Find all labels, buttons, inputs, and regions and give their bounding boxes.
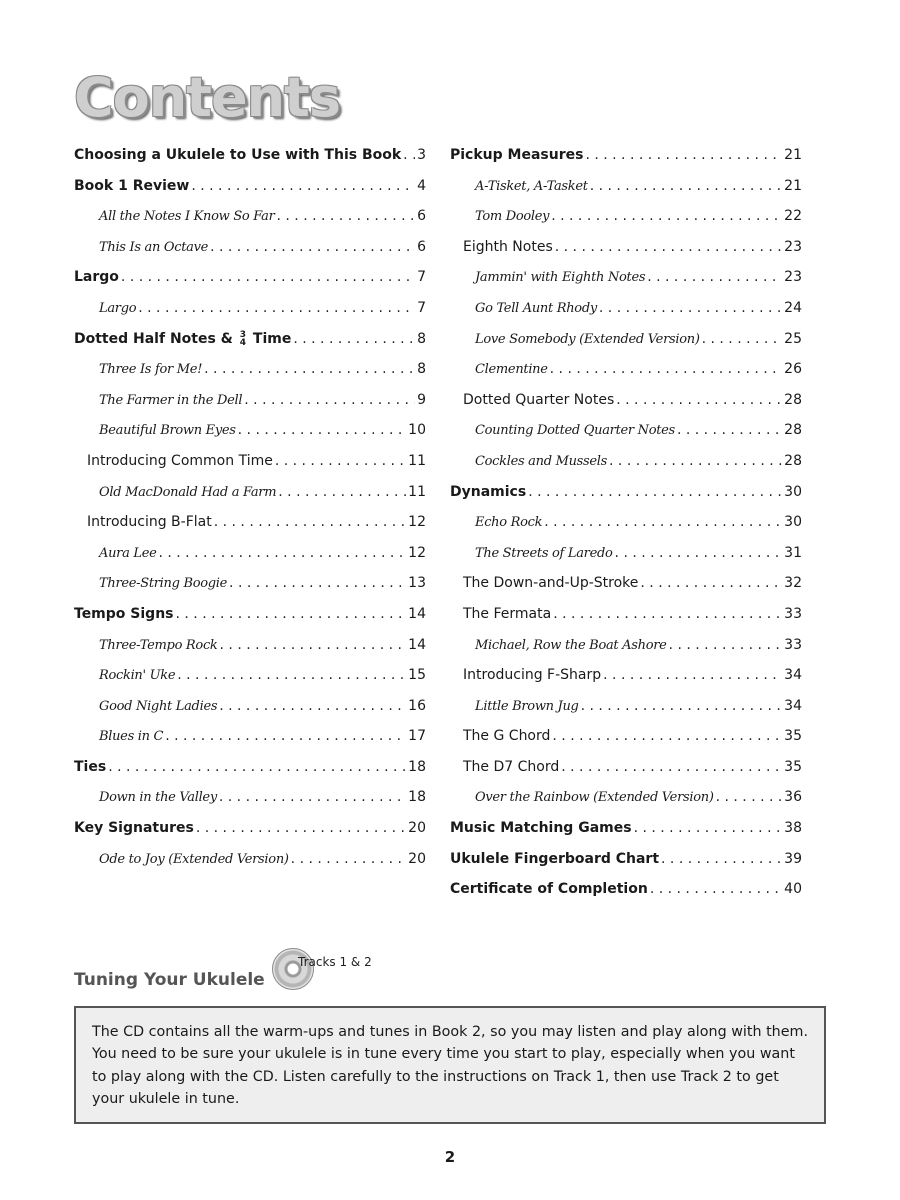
toc-subsection: [450, 568, 802, 599]
toc-page-number: 32: [784, 575, 802, 592]
dot-leader: [647, 262, 782, 293]
dot-leader: [669, 630, 783, 661]
dot-leader: [702, 324, 783, 355]
toc-page-number: 11: [408, 452, 426, 469]
toc-entry-title: [74, 262, 119, 293]
toc-entry-text: This Is an Octave: [99, 239, 209, 255]
toc-song: [74, 201, 426, 232]
toc-section: [450, 813, 802, 844]
toc-page-number: 15: [408, 667, 426, 684]
toc-entry-text: The D7 Chord: [463, 758, 560, 775]
toc-entry-title: [99, 539, 156, 569]
toc-entry-title: [450, 813, 632, 844]
toc-entry-text: Largo: [74, 269, 119, 286]
toc-entry-title: [475, 202, 549, 232]
toc-entry-text: Down in the Valley: [99, 790, 217, 806]
toc-page-number: 12: [408, 544, 426, 561]
dot-leader: [551, 201, 782, 232]
toc-song: [74, 630, 426, 661]
toc-entry-text: Tempo Signs: [74, 605, 174, 622]
toc-page-number: 8: [417, 361, 426, 378]
toc-entry-title: [463, 752, 559, 783]
toc-entry-title: [475, 172, 588, 202]
time-signature: [240, 331, 246, 347]
toc-entry-text: Largo: [99, 300, 137, 316]
dot-leader: [165, 721, 406, 752]
toc-page-number: 28: [784, 452, 802, 469]
dot-leader: [191, 171, 415, 202]
dot-leader: [291, 844, 407, 875]
toc-song: [74, 721, 426, 752]
toc-entry-text: Little Brown Jug: [475, 698, 579, 714]
toc-entry-text: Three Is for Me!: [99, 362, 203, 378]
dot-leader: [590, 171, 782, 202]
toc-entry-text: All the Notes I Know So Far: [99, 209, 275, 225]
toc-entry-title: [475, 692, 579, 722]
toc-entry-title: [475, 447, 607, 477]
toc-entry-text: Dynamics: [450, 483, 527, 500]
toc-entry-title: [463, 568, 638, 599]
toc-entry-title: [475, 416, 675, 446]
toc-page-number: 34: [784, 667, 802, 684]
toc-entry-title: [99, 569, 227, 599]
toc-page-number: 20: [408, 850, 426, 867]
toc-section: [450, 874, 802, 905]
toc-entry-text: Choosing a Ukulele to Use with This Book: [74, 147, 402, 163]
toc-song: [74, 660, 426, 691]
toc-song: [74, 415, 426, 446]
toc-column-right: [450, 140, 802, 905]
toc-page-number: 13: [408, 575, 426, 592]
toc-song: [450, 201, 802, 232]
toc-entry-title: [99, 845, 289, 875]
toc-song: [74, 782, 426, 813]
toc-entry-text: Introducing F-Sharp: [463, 667, 602, 684]
toc-page-number: 21: [784, 177, 802, 194]
toc-section: [74, 262, 426, 293]
toc-page-number: 20: [408, 820, 426, 837]
toc-entry-title: [87, 446, 273, 477]
toc-page-number: 33: [784, 636, 802, 653]
time-signature-bottom: 4: [239, 337, 247, 348]
toc-page-number: 6: [417, 238, 426, 255]
toc-entry-text: Three-Tempo Rock: [99, 637, 218, 653]
toc-page-number: 26: [784, 361, 802, 378]
toc-page-number: 28: [784, 422, 802, 439]
toc-song: [74, 293, 426, 324]
toc-entry-text: Aura Lee: [99, 545, 157, 561]
dot-leader: [214, 507, 406, 538]
toc-song: [450, 782, 802, 813]
toc-entry-text: Clementine: [475, 362, 548, 378]
toc-page-number: 30: [784, 483, 802, 500]
toc-column-left: [74, 140, 426, 874]
toc-entry-title: [99, 386, 242, 416]
toc-entry-text: Introducing B-Flat: [87, 514, 212, 531]
toc-entry-text: Introducing Common Time: [87, 452, 273, 469]
dot-leader: [219, 782, 406, 813]
toc-entry-title: [475, 325, 700, 355]
dot-leader: [196, 813, 406, 844]
toc-entry-title: [99, 692, 217, 722]
toc-entry-text: Love Somebody (Extended Version): [475, 331, 700, 347]
toc-song: [450, 324, 802, 355]
toc-entry-text: Key Signatures: [74, 820, 194, 837]
toc-entry-text: The Farmer in the Dell: [99, 392, 243, 408]
toc-song: [74, 477, 426, 508]
dot-leader: [581, 691, 783, 722]
dot-leader: [616, 385, 782, 416]
toc-section: [450, 140, 802, 171]
toc-entry-title: [74, 171, 189, 202]
toc-subsection: [74, 446, 426, 477]
toc-song: [450, 171, 802, 202]
toc-entry-text: Rockin' Uke: [99, 668, 176, 684]
toc-entry-text: Beautiful Brown Eyes: [99, 423, 236, 439]
dot-leader: [158, 538, 406, 569]
toc-entry-text: Counting Dotted Quarter Notes: [475, 423, 675, 439]
toc-page-number: 10: [408, 422, 426, 439]
dot-leader: [277, 201, 416, 232]
toc-entry-title: [99, 722, 163, 752]
toc-page-number: 18: [408, 789, 426, 806]
toc-song: [74, 385, 426, 416]
toc-page-number: 23: [784, 238, 802, 255]
toc-entry-title: [74, 324, 291, 355]
toc-page-number: 7: [417, 299, 426, 316]
toc-song: [450, 293, 802, 324]
dot-leader: [293, 324, 415, 355]
dot-leader: [244, 385, 415, 416]
toc-page-number: 38: [784, 820, 802, 837]
toc-entry-title: [475, 783, 714, 813]
dot-leader: [108, 752, 406, 783]
toc-song: [450, 630, 802, 661]
dot-leader: [661, 844, 782, 875]
toc-song: [450, 262, 802, 293]
dot-leader: [176, 599, 407, 630]
toc-entry-title: [99, 631, 218, 661]
toc-section: [74, 140, 426, 171]
dot-leader: [403, 140, 415, 171]
dot-leader: [121, 262, 415, 293]
dot-leader: [275, 446, 406, 477]
dot-leader: [550, 354, 783, 385]
toc-song: [74, 232, 426, 263]
toc-section: [74, 813, 426, 844]
toc-page-number: 11: [408, 483, 426, 500]
toc-entry-text: Jammin' with Eighth Notes: [475, 270, 646, 286]
toc-entry-text: Eighth Notes: [463, 238, 553, 255]
dot-leader: [599, 293, 782, 324]
dot-leader: [555, 232, 782, 263]
dot-leader: [177, 660, 406, 691]
toc-entry-text: Ukulele Fingerboard Chart: [450, 850, 660, 867]
toc-entry-text: Go Tell Aunt Rhody: [475, 300, 597, 316]
toc-entry-title: [463, 721, 550, 752]
dot-leader: [204, 354, 415, 385]
toc-entry-text: Book 1 Review: [74, 177, 190, 194]
toc-page-number: 36: [784, 789, 802, 806]
toc-entry-title: [463, 232, 553, 263]
toc-section: [74, 171, 426, 202]
toc-section: [450, 477, 802, 508]
toc-entry-title: [99, 783, 217, 813]
tracks-label: Tracks 1 & 2: [298, 955, 372, 969]
dot-leader: [544, 507, 782, 538]
toc-entry-title: [74, 813, 194, 844]
toc-subsection: [450, 232, 802, 263]
toc-entry-title: [74, 140, 401, 171]
dot-leader: [219, 691, 406, 722]
dot-leader: [229, 568, 406, 599]
toc-page-number: 6: [417, 208, 426, 225]
dot-leader: [278, 477, 406, 508]
toc-entry-text: Certificate of Completion: [450, 881, 648, 898]
toc-page-number: 31: [784, 544, 802, 561]
toc-entry-title: [475, 294, 597, 324]
toc-page-number: 35: [784, 758, 802, 775]
dot-leader: [615, 538, 783, 569]
toc-page-number: 33: [784, 605, 802, 622]
toc-subsection: [450, 599, 802, 630]
toc-section: [74, 324, 426, 355]
toc-entry-title: [99, 202, 275, 232]
toc-entry-title: [450, 844, 659, 875]
toc-page-number: 28: [784, 391, 802, 408]
toc-subsection: [450, 385, 802, 416]
toc-entry-title: [475, 508, 542, 538]
toc-song: [74, 354, 426, 385]
toc-entry-title: [475, 263, 645, 293]
page-title: Contents: [74, 66, 341, 129]
toc-entry-title: [99, 294, 136, 324]
toc-entry-text: Michael, Row the Boat Ashore: [475, 637, 667, 653]
dot-leader: [585, 140, 782, 171]
toc-page-number: 8: [417, 330, 426, 347]
toc-page-number: 14: [408, 605, 426, 622]
toc-page-number: 34: [784, 697, 802, 714]
toc-entry-text: Tom Dooley: [475, 209, 550, 225]
toc-page-number: 4: [417, 177, 426, 194]
toc-subsection: [450, 721, 802, 752]
toc-entry-text: Ode to Joy (Extended Version): [99, 851, 289, 867]
toc-entry-title: [450, 874, 648, 905]
toc-entry-text: Good Night Ladies: [99, 698, 218, 714]
toc-entry-title: [463, 385, 614, 416]
toc-song: [450, 415, 802, 446]
toc-song: [450, 691, 802, 722]
tuning-heading: Tuning Your Ukulele: [74, 970, 265, 990]
toc-entry-text: Old MacDonald Had a Farm: [99, 484, 277, 500]
toc-entry-title: [99, 355, 202, 385]
toc-subsection: [450, 752, 802, 783]
dot-leader: [528, 477, 782, 508]
tuning-info-text: The CD contains all the warm-ups and tunes in Book 2, so you may listen and play along with them. You need to be sure your ukulele is in tune every time you start to play, especially when you want to play along with the CD. Listen carefully to the instructions on Track 1, then use Track 2 to get your ukulele in tune.: [92, 1024, 809, 1107]
toc-entry-text: The Streets of Laredo: [475, 545, 613, 561]
toc-entry-title: [450, 140, 583, 171]
toc-entry-title: [475, 355, 548, 385]
toc-entry-title: [450, 477, 526, 508]
toc-song: [74, 538, 426, 569]
toc-page-number: 16: [408, 697, 426, 714]
toc-entry-text: The Fermata: [463, 605, 552, 622]
dot-leader: [138, 293, 415, 324]
toc-page-number: 25: [784, 330, 802, 347]
toc-page-number: 18: [408, 758, 426, 775]
toc-entry-text: Ties: [74, 758, 107, 775]
toc-section: [74, 599, 426, 630]
toc-entry-title: [463, 599, 551, 630]
toc-entry-title: [99, 416, 236, 446]
dot-leader: [716, 782, 783, 813]
toc-entry-title: [74, 599, 174, 630]
toc-entry-title: [99, 478, 276, 508]
toc-page-number: 12: [408, 514, 426, 531]
dot-leader: [677, 415, 782, 446]
toc-song: [450, 538, 802, 569]
toc-entry-text: Pickup Measures: [450, 147, 584, 163]
toc-entry-title: [475, 631, 667, 661]
toc-page-number: 3: [417, 147, 426, 163]
dot-leader: [552, 721, 782, 752]
toc-entry-text: Echo Rock: [475, 515, 543, 531]
toc-song: [450, 354, 802, 385]
toc-page-number: 35: [784, 728, 802, 745]
dot-leader: [220, 630, 407, 661]
toc-page-number: 9: [417, 391, 426, 408]
toc-entry-title: [99, 233, 208, 263]
toc-section: [450, 844, 802, 875]
toc-entry-text-after: Time: [248, 330, 292, 347]
toc-entry-text: The Down-and-Up-Stroke: [463, 575, 639, 592]
dot-leader: [609, 446, 782, 477]
toc-entry-text: The G Chord: [463, 728, 551, 745]
toc-page-number: 22: [784, 208, 802, 225]
toc-entry-title: [74, 752, 106, 783]
dot-leader: [561, 752, 782, 783]
toc-page-number: 40: [784, 881, 802, 898]
toc-page-number: 30: [784, 514, 802, 531]
toc-song: [74, 568, 426, 599]
toc-song: [450, 446, 802, 477]
toc-song: [450, 507, 802, 538]
toc-page-number: 7: [417, 269, 426, 286]
toc-entry-text: Three-String Boogie: [99, 576, 228, 592]
dot-leader: [640, 568, 782, 599]
toc-subsection: [74, 507, 426, 538]
dot-leader: [238, 415, 407, 446]
toc-entry-text: Dotted Half Notes &: [74, 330, 238, 347]
dot-leader: [210, 232, 415, 263]
toc-entry-title: [475, 539, 613, 569]
toc-page-number: 21: [784, 147, 802, 163]
toc-entry-text: A-Tisket, A-Tasket: [475, 178, 588, 194]
tuning-info-box: [74, 1006, 826, 1124]
toc-song: [74, 844, 426, 875]
toc-page-number: 14: [408, 636, 426, 653]
toc-page-number: 39: [784, 850, 802, 867]
toc-entry-text: Music Matching Games: [450, 820, 632, 837]
page-number: 2: [444, 1148, 456, 1166]
toc-page-number: 17: [408, 728, 426, 745]
toc-entry-text: Blues in C: [99, 729, 164, 745]
toc-entry-title: [463, 660, 601, 691]
toc-subsection: [450, 660, 802, 691]
toc-page-number: 23: [784, 269, 802, 286]
time-signature-top: 3: [239, 329, 247, 340]
toc-entry-text: Cockles and Mussels: [475, 453, 608, 469]
dot-leader: [650, 874, 782, 905]
toc-entry-text: Dotted Quarter Notes: [463, 391, 615, 408]
toc-page-number: 24: [784, 299, 802, 316]
dot-leader: [634, 813, 783, 844]
toc-section: [74, 752, 426, 783]
toc-song: [74, 691, 426, 722]
dot-leader: [603, 660, 782, 691]
toc-entry-title: [87, 507, 212, 538]
dot-leader: [553, 599, 782, 630]
toc-entry-text: Over the Rainbow (Extended Version): [475, 790, 714, 806]
toc-entry-title: [99, 661, 175, 691]
